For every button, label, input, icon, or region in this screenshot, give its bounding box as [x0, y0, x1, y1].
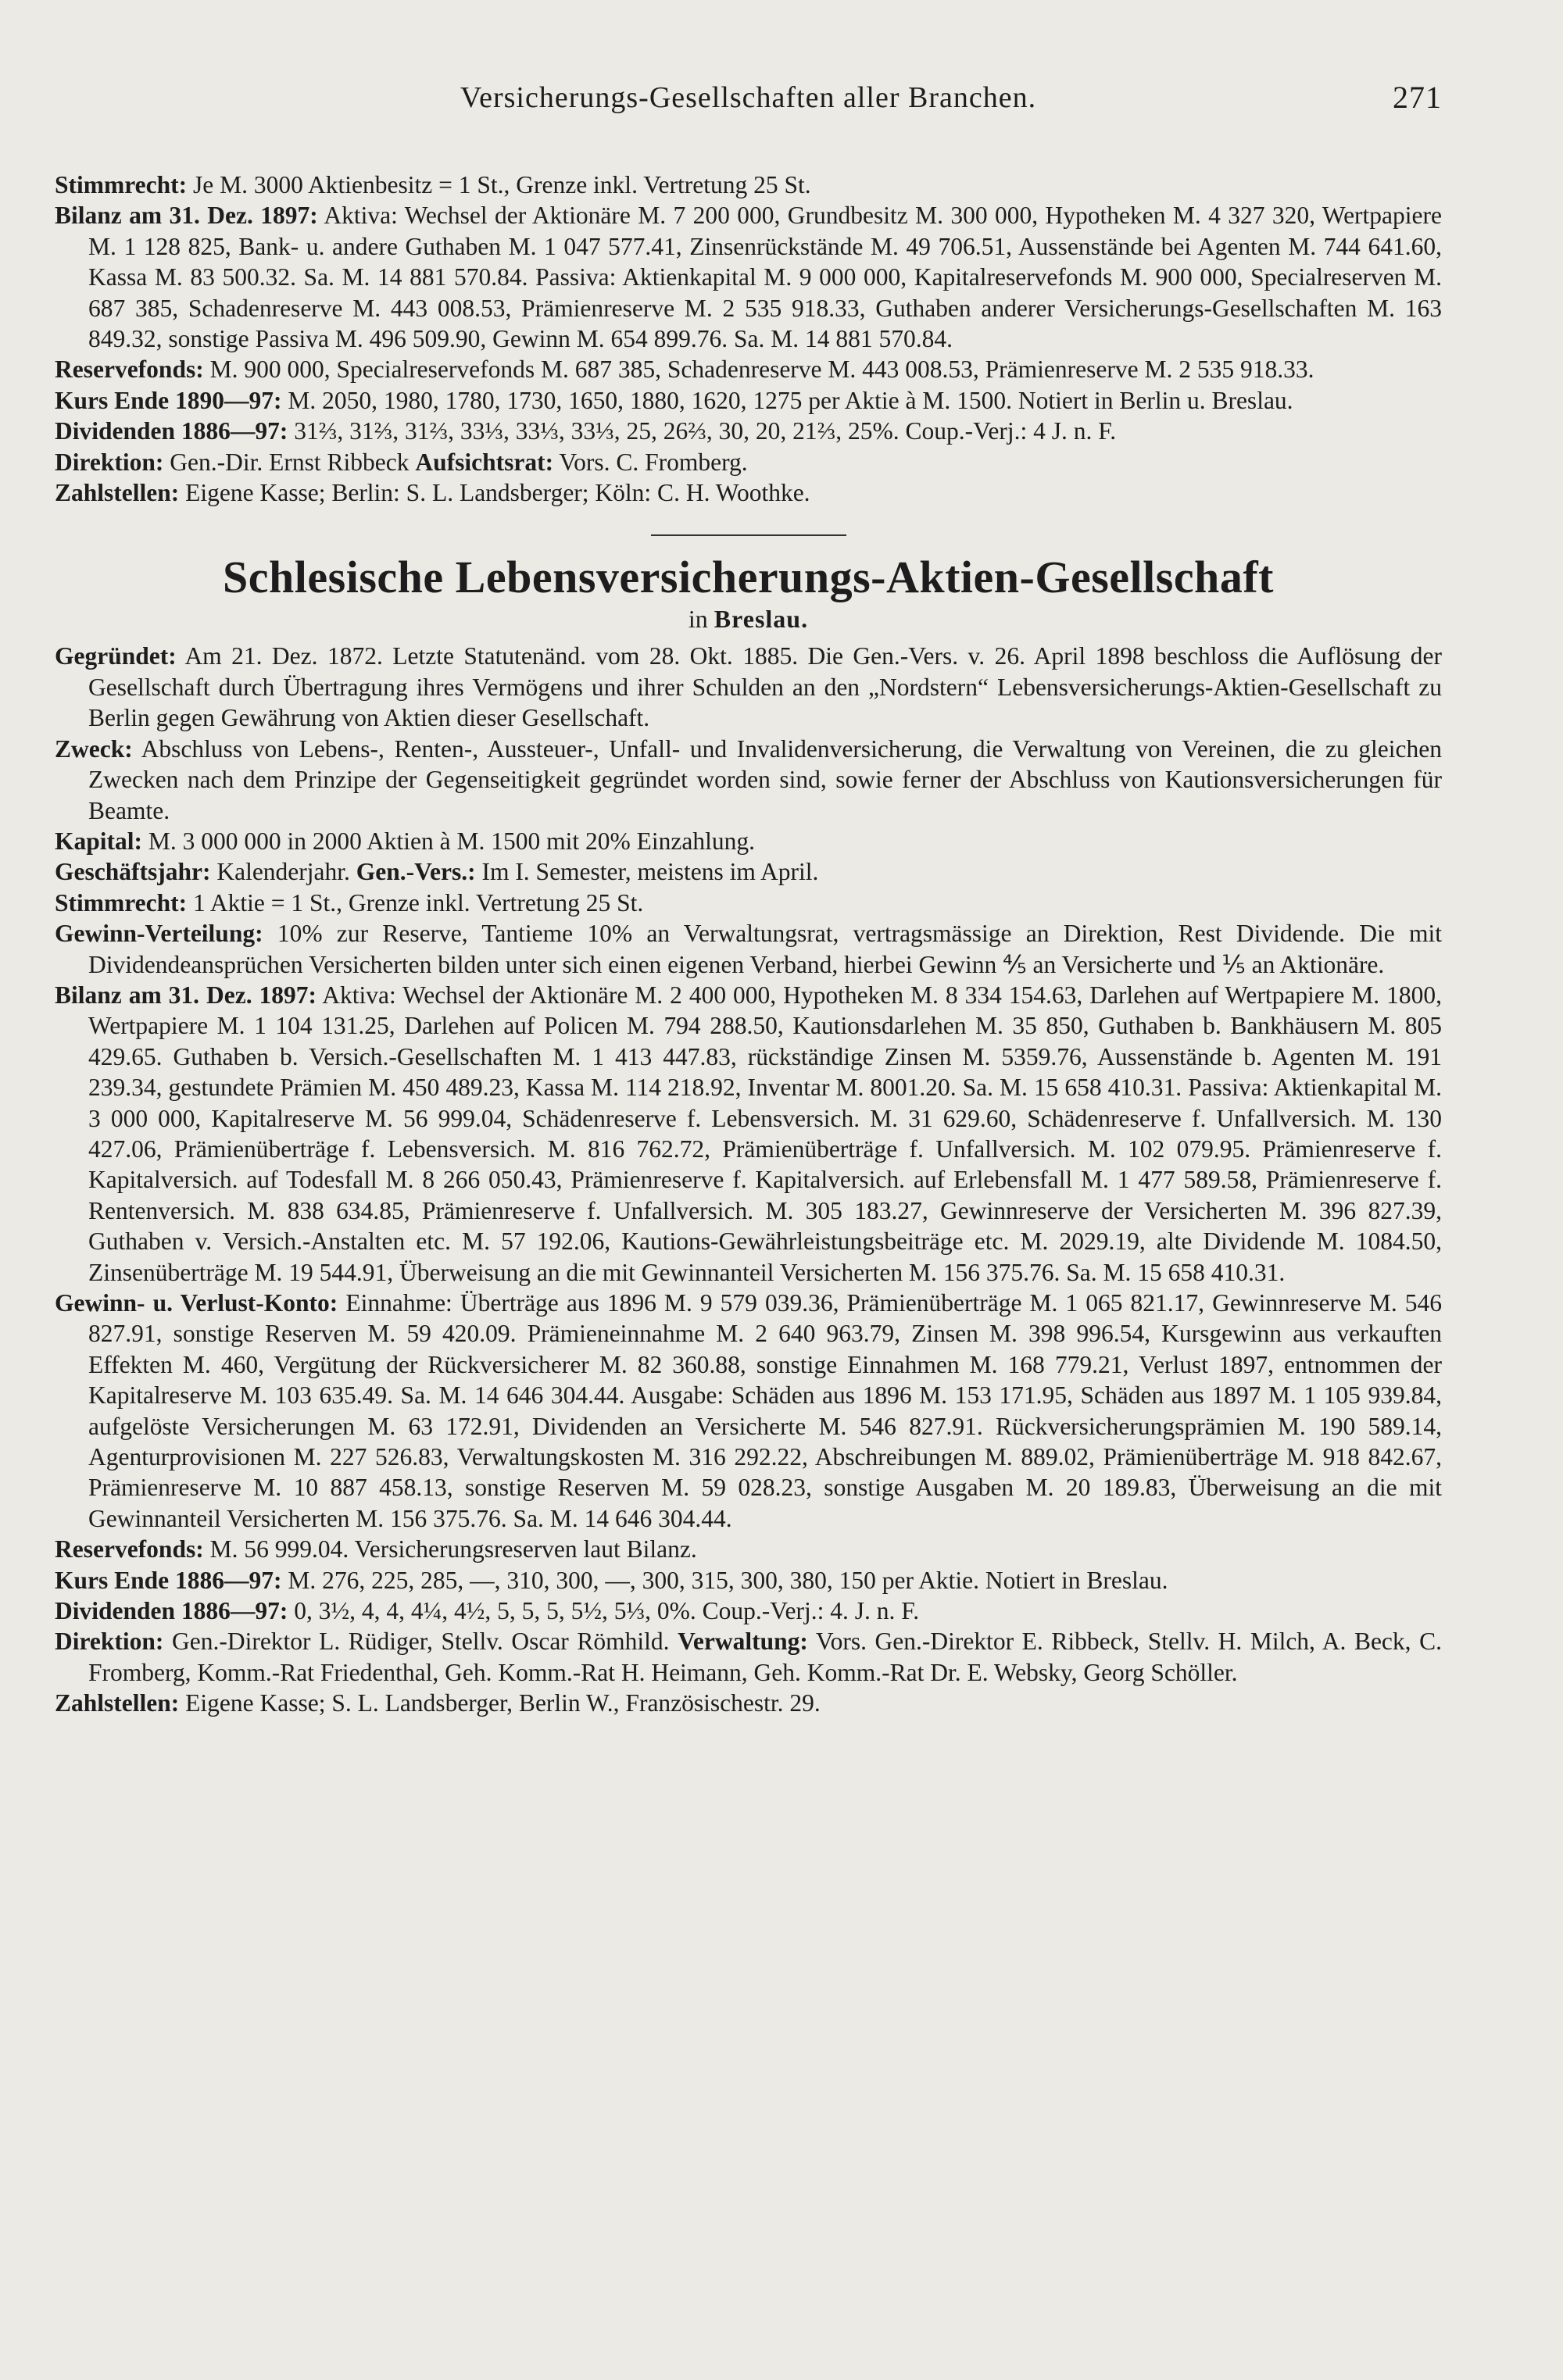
entry-key: Gegründet: — [55, 642, 177, 670]
section-divider — [651, 534, 846, 536]
entry-text: 1 Aktie = 1 St., Grenze inkl. Vertretung 25 St. — [193, 888, 644, 917]
entry-dividenden — [55, 1596, 1442, 1626]
company-title: Schlesische Lebensversicherungs-Aktien-Gesellschaft — [223, 552, 1274, 603]
entry-key: Zahlstellen: — [55, 1689, 180, 1717]
entry-kurs — [55, 1565, 1442, 1596]
entry-key: Zahlstellen: — [55, 479, 180, 507]
entry-text: Eigene Kasse; Berlin: S. L. Landsberger; Köln: C. H. Woothke. — [185, 479, 810, 507]
entry-text: M. 900 000, Specialreservefonds M. 687 385, Schadenreserve M. 443 008.53, Prämienreserve M. 2 535 918.33. — [209, 356, 1314, 384]
entry-key: Geschäftsjahr: — [55, 858, 211, 886]
entry-text: M. 3 000 000 in 2000 Aktien à M. 1500 mit 20% Einzahlung. — [148, 827, 755, 855]
entry-zweck — [55, 734, 1442, 826]
entry-text: Vors. C. Fromberg. — [559, 448, 748, 476]
entry-key: Direktion: — [55, 448, 164, 476]
entry-text: Vors. Gen.-Direktor E. Ribbeck, Stellv. H. Milch, A. Beck, C. Fromberg, Komm.-Rat Friedenthal, Geh. Komm.-Rat H. Heimann, Geh. Komm.-Rat Dr. E. Websky, Georg Schöller. — [88, 1628, 1442, 1686]
body-text — [55, 170, 1442, 1719]
entry-stimmrecht — [55, 170, 1442, 200]
entry-reservefonds — [55, 354, 1442, 384]
entry-text: Aktiva: Wechsel der Aktionäre M. 2 400 000, Hypotheken M. 8 334 154.63, Darlehen auf Wertpapiere M. 1800, Wertpapiere M. 1 104 131.25, Darlehen auf Policen M. 794 288.50, Kautionsdarlehen M. 35 850, Guthaben b. Bankhäusern M. 805 429.65. Guthaben b. Versich.-Gesellschaften M. 1 413 447.83, rückständige Zinsen M. 5359.76, Aussenstände b. Agenten M. 191 239.34, gestundete Prämien M. 450 489.23, Kassa M. 114 218.92, Inventar M. 8001.20. Sa. M. 15 658 410.31. Passiva: Aktienkapital M. 3 000 000, Kapitalreserve M. 56 999.04, Schädenreserve f. Lebensversich. M. 31 629.60, Schädenreserve f. Unfallversich. M. 130 427.06, Prämienüberträge f. Lebensversich. M. 816 762.72, Prämienüberträge f. Unfallversich. M. 102 079.95. Prämienreserve f. Kapitalversich. auf Todesfall M. 8 266 050.43, Prämienreserve f. Kapitalversich. auf Erlebensfall M. 1 477 589.58, Prämienreserve f. Rentenversich. M. 838 634.85, Prämienreserve f. Unfallversich. M. 305 183.27, Gewinnreserve der Versicherten M. 396 827.39, Guthaben v. Versich.-Anstalten etc. M. 57 192.06, Kautions-Gewährleistungsbeiträge etc. M. 2029.19, alte Dividende M. 1084.50, Zinsenüberträge M. 19 544.91, Überweisung an die mit Gewinnanteil Versicherten M. 156 375.76. Sa. M. 15 658 410.31. — [88, 981, 1442, 1286]
entry-key: Gewinn-Verteilung: — [55, 920, 263, 948]
entry-key: Direktion: — [55, 1628, 164, 1656]
entry-key: Aufsichtsrat: — [415, 448, 554, 476]
entry-gewinn-verlust-konto — [55, 1288, 1442, 1534]
entry-bilanz — [55, 200, 1442, 354]
entry-zahlstellen — [55, 1688, 1442, 1718]
entry-key: Dividenden 1886—97: — [55, 417, 288, 445]
entry-geschaeftsjahr — [55, 856, 1442, 887]
entry-direktion — [55, 447, 1442, 477]
entry-direktion — [55, 1626, 1442, 1688]
entry-key: Reservefonds: — [55, 1535, 204, 1563]
entry-key: Kurs Ende 1886—97: — [55, 1566, 282, 1594]
entry-text: Einnahme: Überträge aus 1896 M. 9 579 039.36, Prämienüberträge M. 1 065 821.17, Gewinnreserve M. 546 827.91, sonstige Reserven M. 59 420.09. Prämieneinnahme M. 2 640 963.79, Zinsen M. 398 996.54, Kursgewinn aus verkauften Effekten M. 460, Vergütung der Rückversicherer M. 82 360.88, sonstige Einnahmen M. 168 779.21, Verlust 1897, entnommen der Kapitalreserve M. 103 635.49. Sa. M. 14 646 304.44. Ausgabe: Schäden aus 1896 M. 153 171.95, Schäden aus 1897 M. 1 105 939.84, aufgelöste Versicherungen M. 63 172.91, Dividenden an Versicherte M. 546 827.91. Rückversicherungsprämien M. 190 589.14, Agenturprovisionen M. 227 526.83, Verwaltungskosten M. 316 292.22, Abschreibungen M. 889.02, Prämienüberträge M. 918 842.67, Prämienreserve M. 10 887 458.13, sonstige Reserven M. 59 028.23, sonstige Ausgaben M. 20 189.83, Überweisung an die mit Gewinnanteil Versicherten M. 156 375.76. Sa. M. 14 646 304.44. — [88, 1289, 1442, 1532]
entry-text: Gen.-Direktor L. Rüdiger, Stellv. Oscar Römhild. — [171, 1628, 670, 1656]
company-location — [55, 603, 1442, 634]
entry-text: Je M. 3000 Aktienbesitz = 1 St., Grenze inkl. Vertretung 25 St. — [193, 171, 811, 198]
entry-text: Im I. Semester, meistens im April. — [481, 858, 819, 886]
entry-text: Gen.-Dir. Ernst Ribbeck — [170, 448, 410, 476]
running-header — [55, 74, 1442, 121]
location-name: Breslau. — [714, 605, 809, 634]
location-prefix: in — [688, 605, 708, 634]
entry-key: Zweck: — [55, 734, 133, 763]
entry-text: Kalenderjahr. — [216, 858, 350, 886]
entry-key: Stimmrecht: — [55, 171, 188, 198]
entry-text: 0, 3½, 4, 4, 4¼, 4½, 5, 5, 5, 5½, 5⅓, 0%. Coup.-Verj.: 4. J. n. F. — [294, 1597, 920, 1625]
entry-key: Kurs Ende 1890—97: — [55, 386, 282, 414]
entry-gewinn-verteilung — [55, 918, 1442, 980]
entry-key: Gen.-Vers.: — [356, 858, 476, 886]
entry-key: Dividenden 1886—97: — [55, 1597, 288, 1625]
entry-key: Kapital: — [55, 827, 143, 855]
entry-reservefonds — [55, 1534, 1442, 1564]
entry-key: Gewinn- u. Verlust-Konto: — [55, 1289, 338, 1317]
entry-text: Am 21. Dez. 1872. Letzte Statutenänd. vom 28. Okt. 1885. Die Gen.-Vers. v. 26. April 1898 beschloss die Auflösung der Gesellschaft durch Übertragung ihres Vermögens und ihrer Schulden an den „Nordstern“ Lebensversicherungs-Aktien-Gesellschaft zu Berlin gegen Gewährung von Aktien dieser Gesellschaft. — [88, 642, 1443, 732]
entry-text: M. 276, 225, 285, —, 310, 300, —, 300, 315, 300, 380, 150 per Aktie. Notiert in Breslau. — [288, 1566, 1168, 1594]
entry-gegruendet — [55, 641, 1442, 733]
entry-text: 31⅔, 31⅔, 31⅔, 33⅓, 33⅓, 33⅓, 25, 26⅔, 30, 20, 21⅔, 25%. Coup.-Verj.: 4 J. n. F. — [294, 417, 1117, 445]
entry-key: Reservefonds: — [55, 356, 204, 384]
entry-bilanz — [55, 980, 1442, 1288]
entry-text: M. 56 999.04. Versicherungsreserven laut Bilanz. — [209, 1535, 697, 1563]
entry-kapital — [55, 826, 1442, 856]
page-content — [55, 74, 1442, 1719]
entry-stimmrecht — [55, 888, 1442, 918]
entry-key: Verwaltung: — [678, 1628, 808, 1656]
entry-text: 10% zur Reserve, Tantieme 10% an Verwaltungsrat, vertragsmässige an Direktion, Rest Dividende. Die mit Dividendeansprüchen Versicherten bilden unter sich einen eigenen Verband, hierbei Gewinn ⅘ an Versicherte und ⅕ an Aktionäre. — [88, 920, 1442, 978]
entry-dividenden — [55, 416, 1442, 446]
entry-text: Abschluss von Lebens-, Renten-, Aussteuer-, Unfall- und Invalidenversicherung, die Verwaltung von Vereinen, die zu gleichen Zwecken nach dem Prinzipe der Gegenseitigkeit gegründet worden sind, sowie ferner der Abschluss von Kautionsversicherungen für Beamte. — [88, 734, 1442, 824]
entry-key: Stimmrecht: — [55, 888, 188, 917]
running-title: Versicherungs-Gesellschaften aller Branchen. — [460, 81, 1037, 114]
entry-key: Bilanz am 31. Dez. 1897: — [55, 981, 317, 1009]
entry-zahlstellen — [55, 477, 1442, 508]
entry-kurs — [55, 385, 1442, 416]
entry-text: M. 2050, 1980, 1780, 1730, 1650, 1880, 1620, 1275 per Aktie à M. 1500. Notiert in Berlin u. Breslau. — [288, 386, 1293, 414]
entry-key: Bilanz am 31. Dez. 1897: — [55, 202, 318, 230]
entry-text: Aktiva: Wechsel der Aktionäre M. 7 200 000, Grundbesitz M. 300 000, Hypotheken M. 4 327 320, Wertpapiere M. 1 128 825, Bank- u. andere Guthaben M. 1 047 577.41, Zinsenrückstände M. 49 706.51, Aussenstände bei Agenten M. 744 641.60, Kassa M. 83 500.32. Sa. M. 14 881 570.84. Passiva: Aktienkapital M. 9 000 000, Kapitalreservefonds M. 900 000, Specialreserven M. 687 385, Schadenreserve M. 443 008.53, Prämienreserve M. 2 535 918.33, Guthaben anderer Versicherungs-Gesellschaften M. 163 849.32, sonstige Passiva M. 496 509.90, Gewinn M. 654 899.76. Sa. M. 14 881 570.84. — [88, 202, 1442, 353]
page-number: 271 — [1393, 80, 1442, 115]
entry-text: Eigene Kasse; S. L. Landsberger, Berlin W., Französischestr. 29. — [185, 1689, 821, 1717]
